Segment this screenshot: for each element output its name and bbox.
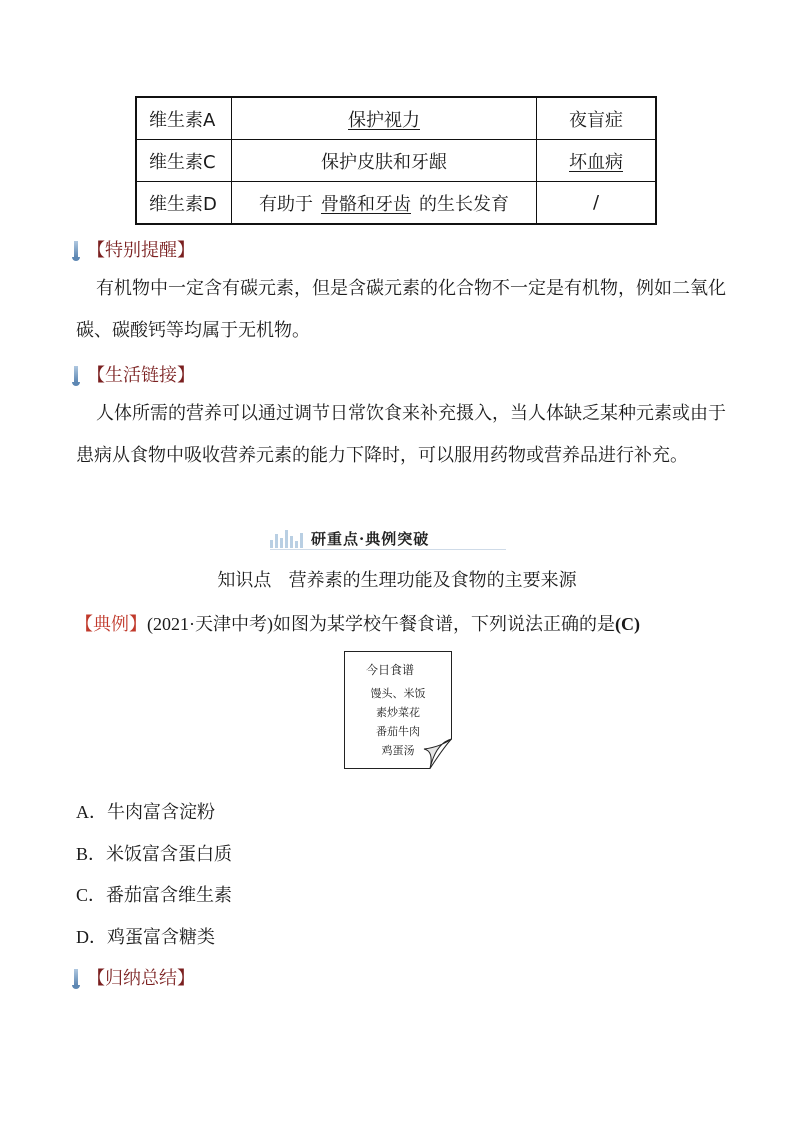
- knowledge-point-label: 知识点: [217, 570, 272, 591]
- banner-underline: [270, 549, 506, 550]
- pin-icon: [74, 241, 78, 257]
- menu-card-figure: [344, 651, 452, 769]
- vitamin-name: 维生素C: [136, 140, 232, 182]
- menu-items: [344, 684, 452, 760]
- deficiency-disease: 夜盲症: [537, 97, 657, 140]
- table-row: [136, 182, 656, 225]
- menu-item: 馒头、米饭: [370, 687, 426, 700]
- vitamin-function: 保护皮肤和牙龈: [232, 140, 537, 182]
- vitamin-name: 维生素A: [136, 97, 232, 140]
- answer-blank: 骨骼和牙齿: [321, 193, 411, 215]
- banner-decoration-icon: [270, 528, 303, 548]
- example-answer: (C): [614, 614, 640, 634]
- option-label: D．: [76, 927, 107, 947]
- summary-heading: [74, 964, 195, 990]
- banner-title: 研重点·典例突破: [311, 529, 430, 548]
- example-question-text: 如图为某学校午餐食谱，下列说法正确的是: [272, 614, 615, 635]
- menu-title: 今日食谱: [366, 663, 415, 677]
- knowledge-point: [0, 566, 794, 592]
- pin-icon: [74, 366, 78, 382]
- reminder-heading-text: 【特别提醒】: [87, 240, 195, 261]
- reminder-heading: [74, 236, 195, 262]
- section-banner: [270, 524, 506, 552]
- option-label: C．: [76, 885, 107, 905]
- option-text: 牛肉富含淀粉: [107, 802, 215, 823]
- vitamin-name: 维生素D: [136, 182, 232, 225]
- life-link-heading-text: 【生活链接】: [87, 365, 195, 386]
- life-link-text: 人体所需的营养可以通过调节日常饮食来补充摄入，当人体缺乏某种元素或由于患病从食物中吸收营养元素的能力下降时，可以服用药物或营养品进行补充。: [76, 403, 726, 466]
- function-suffix: 的生长发育: [419, 193, 509, 215]
- option-text: 番茄富含维生素: [106, 885, 233, 906]
- option-label: B．: [76, 844, 107, 864]
- menu-item: 鸡蛋汤: [381, 744, 415, 757]
- vitamin-function: [232, 97, 537, 140]
- example-source: (2021·天津中考): [147, 614, 273, 634]
- life-link-heading: [74, 361, 195, 387]
- vitamin-table: [135, 96, 657, 225]
- option-label: A．: [76, 802, 107, 822]
- answer-blank: 保护视力: [348, 109, 420, 131]
- option-b: [76, 840, 232, 866]
- reminder-text: 有机物中一定含有碳元素，但是含碳元素的化合物不一定是有机物，例如二氧化碳、碳酸钙等均属于无机物。: [76, 278, 726, 341]
- answer-blank: 坏血病: [569, 151, 623, 173]
- vitamin-function: [232, 182, 537, 225]
- knowledge-point-title: 营养素的生理功能及食物的主要来源: [288, 570, 577, 591]
- pin-icon: [74, 969, 78, 985]
- option-c: [76, 881, 232, 907]
- menu-item: 番茄牛肉: [376, 725, 420, 738]
- deficiency-disease: [537, 140, 657, 182]
- option-text: 米饭富含蛋白质: [106, 844, 233, 865]
- table-row: [136, 140, 656, 182]
- deficiency-disease: /: [537, 182, 657, 225]
- table-row: [136, 97, 656, 140]
- example-tag: 【典例】: [75, 614, 147, 635]
- option-text: 鸡蛋富含糖类: [107, 927, 215, 948]
- summary-heading-text: 【归纳总结】: [87, 968, 195, 989]
- menu-item: 素炒菜花: [376, 706, 420, 719]
- example-question: [75, 610, 640, 636]
- option-d: [76, 923, 215, 949]
- option-a: [76, 798, 215, 824]
- function-prefix: 有助于: [259, 193, 313, 215]
